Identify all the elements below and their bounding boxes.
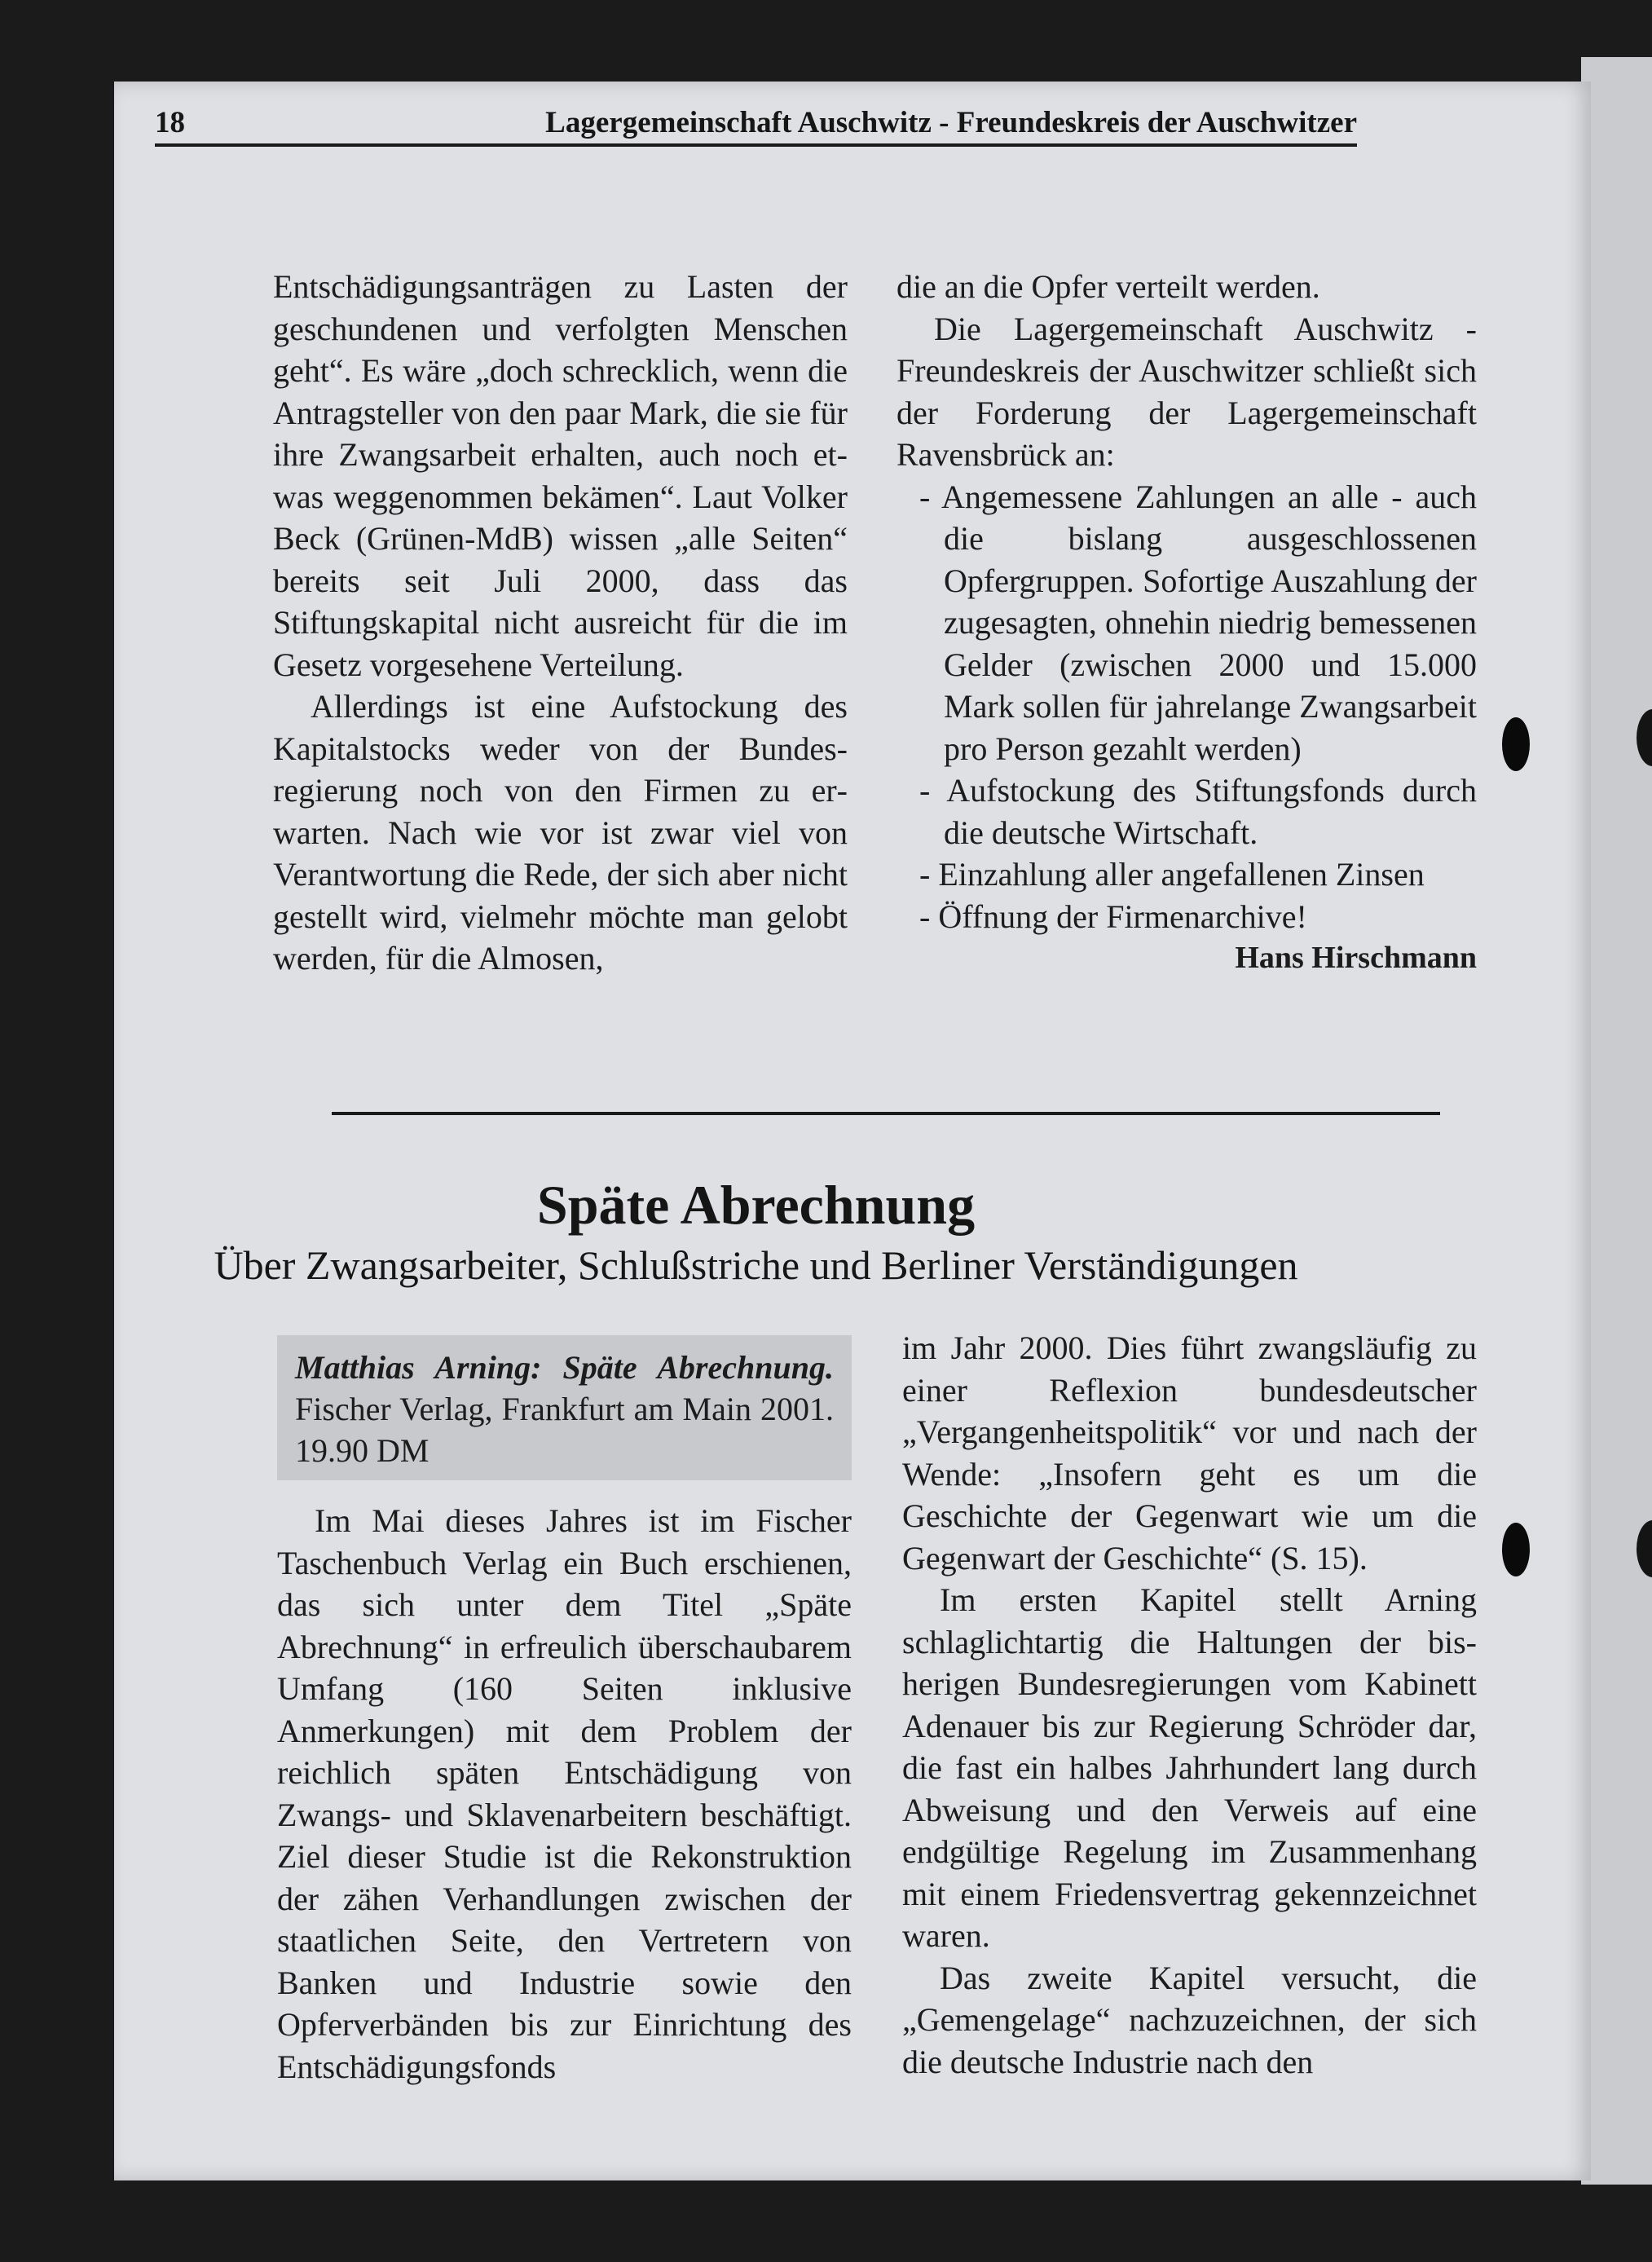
article-title: Späte Abrechnung [536, 1174, 976, 1236]
publication-title: Lagergemeinschaft Auschwitz - Freundeskreis der Auschwitzer [545, 106, 1357, 139]
page-header [155, 99, 1357, 147]
article2-left-column [277, 1500, 852, 2088]
article2-paragraph: Im ersten Kapitel stellt Arning schlaglichtartig die Haltungen der bisherigen Bundesregierungen vom Kabinett Adenauer bis zur Regierung Schröder dar, die fast ein halbes Jahrhundert lang durch Abweisung und den Verweis auf eine endgültige Regelung im Zusammenhang mit einem Friedensvertrag gekennzeichnet waren. [902, 1581, 1477, 1954]
adjacent-page-edge [1581, 57, 1652, 2185]
article1-paragraph: die an die Opfer verteilt werden. [896, 268, 1320, 305]
article1-paragraph: Allerdings ist eine Aufstockung des Kapitalstocks weder von der Bundesregierung noch von den Firmen zu erwarten. Nach wie vor ist zwar viel von Verantwortung die Rede, der sich aber nicht gestellt wird, vielmehr möchte man gelobt werden, für die Almosen, [273, 688, 848, 977]
book-author-title: Matthias Arning: Späte Abrechnung. [295, 1349, 834, 1386]
article1-author: Hans Hirschmann [1235, 941, 1477, 975]
article-subtitle: Über Zwangsarbeiter, Schlußstriche und Berliner Verständigungen [214, 1242, 1298, 1288]
list-item: - Angemessene Zahlungen an alle - auch die bislang ausgeschlossenen Opfergruppen. Sofortige Auszahlung der zugesagten, ohnehin niedrig bemessenen Gelder (zwischen 2000 und 15.000 Mark sollen für jahrelange Zwangsarbeit pro Person gezahlt werden) [919, 478, 1477, 767]
punch-hole [1502, 1523, 1530, 1576]
list-item: - Aufstockung des Stiftungsfonds durch die deutsche Wirtschaft. [919, 772, 1477, 851]
section-divider [332, 1112, 1440, 1115]
book-info-box [277, 1335, 852, 1480]
book-details: Fischer Verlag, Frankfurt am Main 2001. 19.90 DM [295, 1391, 834, 1469]
article1-paragraph: Die Lagergemeinschaft Auschwitz - Freundeskreis der Auschwitzer schließt sich der Forderung der Lagergemeinschaft Ravensbrück an: [896, 310, 1477, 473]
demands-list [896, 476, 1477, 938]
page-number: 18 [155, 106, 185, 139]
article1-left-column [273, 266, 848, 980]
list-item: - Öffnung der Firmenarchive! [919, 897, 1307, 935]
article2-paragraph: im Jahr 2000. Dies führt zwangsläufig zu einer Reflexion bundesdeutscher „Vergangenheitspolitik“ vor und nach der Wende: „Insofern geht es um die Geschichte der Gegenwart wie um die Gegenwart der Geschichte“ (S. 15). [902, 1329, 1477, 1576]
article1-paragraph: Entschädigungsanträgen zu Lasten der geschundenen und verfolgten Menschen geht“. Es wäre „doch schrecklich, wenn die Antragsteller von den paar Mark, die sie für ihre Zwangsarbeit erhalten, auch noch etwas weggenommen bekämen“. Laut Volker Beck (Grünen-MdB) wissen „alle Seiten“ bereits seit Juli 2000, dass das Stiftungskapital nicht ausreicht für die im Gesetz vorgesehene Verteilung. [273, 268, 848, 683]
article2-paragraph: Das zweite Kapitel versucht, die „Gemengelage“ nachzuzeichnen, der sich die deutsche Industrie nach den [902, 1959, 1477, 2080]
article2-paragraph: Im Mai dieses Jahres ist im Fischer Taschenbuch Verlag ein Buch erschienen, das sich unter dem Titel „Späte Abrechnung“ in erfreulich überschaubarem Umfang (160 Seiten inklusive Anmerkungen) mit dem Problem der reichlich späten Entschädigung von Zwangs- und Sklavenarbeitern beschäftigt. Ziel dieser Studie ist die Rekonstruktion der zähen Verhandlungen zwischen der staatlichen Seite, den Vertretern von Banken und Industrie sowie den Opferverbänden bis zur Einrichtung des Entschädigungsfonds [277, 1502, 852, 2085]
list-item: - Einzahlung aller angefallenen Zinsen [919, 856, 1425, 893]
article1-right-column [896, 266, 1477, 980]
article2-right-column [902, 1327, 1477, 2083]
punch-hole [1502, 717, 1530, 771]
